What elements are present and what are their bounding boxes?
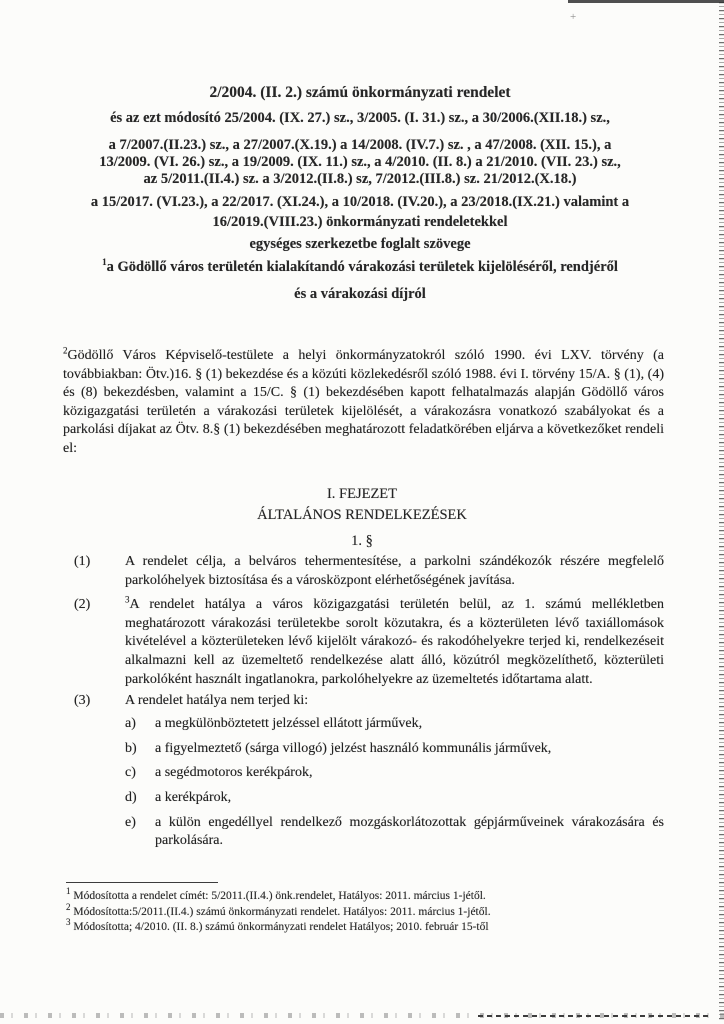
list-item-c-text: a segédmotoros kerékpárok, — [155, 765, 313, 781]
paragraph-1-number: (1) — [74, 554, 91, 569]
paragraph-3-text: A rendelet hatálya nem terjed ki: — [125, 693, 309, 709]
list-item-c — [63, 764, 664, 783]
amendments-line-1: és az ezt módosító 25/2004. (IX. 27.) sz., 3/2005. (I. 31.) sz., a 30/2006.(XII.18.) sz., — [110, 110, 610, 126]
footnote-3 — [66, 917, 686, 936]
list-item-a-letter: a) — [125, 715, 136, 731]
list-item-e-text: a külön engedéllyel rendelkező mozgáskorlátozottak gépjárműveinek várakozására és parkolására. — [155, 814, 664, 849]
scan-edge-top-line — [568, 0, 724, 3]
consolidated-text-line: egységes szerkezetbe foglalt szövege — [249, 236, 471, 252]
chapter-title-heading: ÁLTALÁNOS RENDELKEZÉSEK — [257, 507, 467, 523]
decree-title: 2/2004. (II. 2.) számú önkormányzati rendelet — [209, 84, 511, 101]
section-number-heading: 1. § — [351, 533, 373, 549]
paragraph-3-number: (3) — [74, 693, 91, 709]
list-item-d-text: a kerékpárok, — [155, 790, 232, 806]
paragraph-3 — [63, 692, 664, 711]
list-item-d — [63, 789, 664, 808]
list-item-a — [63, 715, 664, 734]
footnote-1-text: Módosította a rendelet címét: 5/2011.(II.4.) önk.rendelet, Hatályos: 2011. március 1-jétől. — [73, 890, 486, 902]
subject-line — [30, 259, 690, 275]
list-item-c-letter: c) — [125, 765, 136, 781]
section-body — [63, 553, 664, 857]
paragraph-2-text: A rendelet hatálya a város közigazgatási területén belül, az 1. számú mellékletben meghatározott várakozási területekbe sorolt közutakra, és a közterületen lévő taxiállomások kivételével a közterületeken lévő kijelölt várakozó- és rakodóhelyekre terjed ki, rendelkezéseit alkalmazni kell az üzemeltető rendelkezése alatt álló, közútról megközelíthető, közterületi parkolóként használt ingatlanokra, parkolóhelyekre az üzemeltetés időtartama alatt. — [125, 597, 664, 687]
list-item-d-letter: d) — [125, 790, 137, 806]
footnote-block — [66, 882, 686, 936]
amendments-line-2: a 7/2007.(II.23.) sz., a 27/2007.(X.19.) a 14/2008. (IV.7.) sz. , a 47/2008. (XII. 15.), a — [108, 137, 612, 153]
footnote-1 — [66, 886, 686, 905]
list-item-a-text: a megkülönböztetett jelzéssel ellátott járművek, — [155, 715, 423, 731]
chapter-number-heading: I. FEJEZET — [326, 486, 398, 502]
paragraph-1-text: A rendelet célja, a belváros tehermentesítése, a parkolni szándékozók részére megfelelő parkolóhelyek biztosítása és a városközpont elérhetőségének javítása. — [125, 554, 664, 588]
footnote-2-marker: 2 — [66, 901, 71, 912]
amendments-line-6: 16/2019.(VIII.23.) önkormányzati rendeletekkel — [212, 214, 508, 230]
footnote-ref-2: 2 — [63, 345, 68, 356]
footnote-1-marker: 1 — [66, 886, 71, 897]
paragraph-2-number: (2) — [74, 597, 91, 613]
list-item-b — [63, 740, 664, 759]
footnote-separator — [66, 882, 218, 883]
paragraph-1 — [63, 553, 664, 590]
subject-text: a Gödöllő város területén kialakítandó várakozási területek kijelöléséről, rendjéről — [106, 259, 618, 275]
list-item-e — [63, 814, 664, 851]
preamble-paragraph — [63, 347, 664, 459]
footnote-ref-3: 3 — [125, 594, 130, 605]
list-item-b-letter: b) — [125, 740, 137, 756]
list-item-e-letter: e) — [125, 814, 136, 830]
title-block — [30, 85, 690, 302]
footnote-2-text: Módosította:5/2011.(II.4.) számú önkormányzati rendelet. Hatályos: 2011. március 1-jétől. — [73, 905, 491, 918]
footnote-3-text: Módosította; 4/2010. (II. 8.) számú önkormányzati rendelet Hatályos; 2010. február 15-től — [73, 921, 489, 934]
subject-line-2: és a várakozási díjról — [294, 286, 426, 302]
preamble-text: Gödöllő Város Képviselő-testülete a helyi önkormányzatokról szóló 1990. évi LXV. törvény (a továbbiakban: Ötv.)16. § (1) bekezdése és a közúti közlekedésről szóló 1988. évi I. törvény 15/A. § (1), (4) és (8) bekezdésben, valamint a 15/C. § (1) bekezdésében kapott felhatalmazás alapján Gödöllő város közigazgatási területén a várakozási területek kijelölését, a várakozásra vonatkozó szabályokat és a parkolási díjakat az Ötv. 8.§ (1) bekezdésében meghatározott feladatkörében eljárva a következőket rendeli el: — [63, 348, 664, 456]
scan-edge-bottom-dashes — [478, 1015, 708, 1017]
amendments-line-4: az 5/2011.(II.4.) sz. a 3/2012.(II.8.) sz, 7/2012.(III.8.) sz. 21/2012.(X.18.) — [143, 171, 577, 187]
amendments-line-5: a 15/2017. (VI.23.), a 22/2017. (XI.24.), a 10/2018. (IV.20.), a 23/2018.(IX.21.) valamint a — [90, 194, 630, 210]
footnote-3-marker: 3 — [66, 917, 71, 928]
footnote-2 — [66, 901, 686, 921]
paragraph-2 — [63, 596, 664, 689]
list-item-b-text: a figyelmeztető (sárga villogó) jelzést használó kommunális járművek, — [155, 740, 552, 756]
registration-plus-mark: + — [570, 11, 577, 23]
amendments-line-3: 13/2009. (VI. 26.) sz., a 19/2009. (IX. 11.) sz., a 4/2010. (II. 8.) a 21/2010. (VII. 23.) sz., — [99, 154, 621, 170]
footnote-ref-1: 1 — [102, 257, 107, 268]
